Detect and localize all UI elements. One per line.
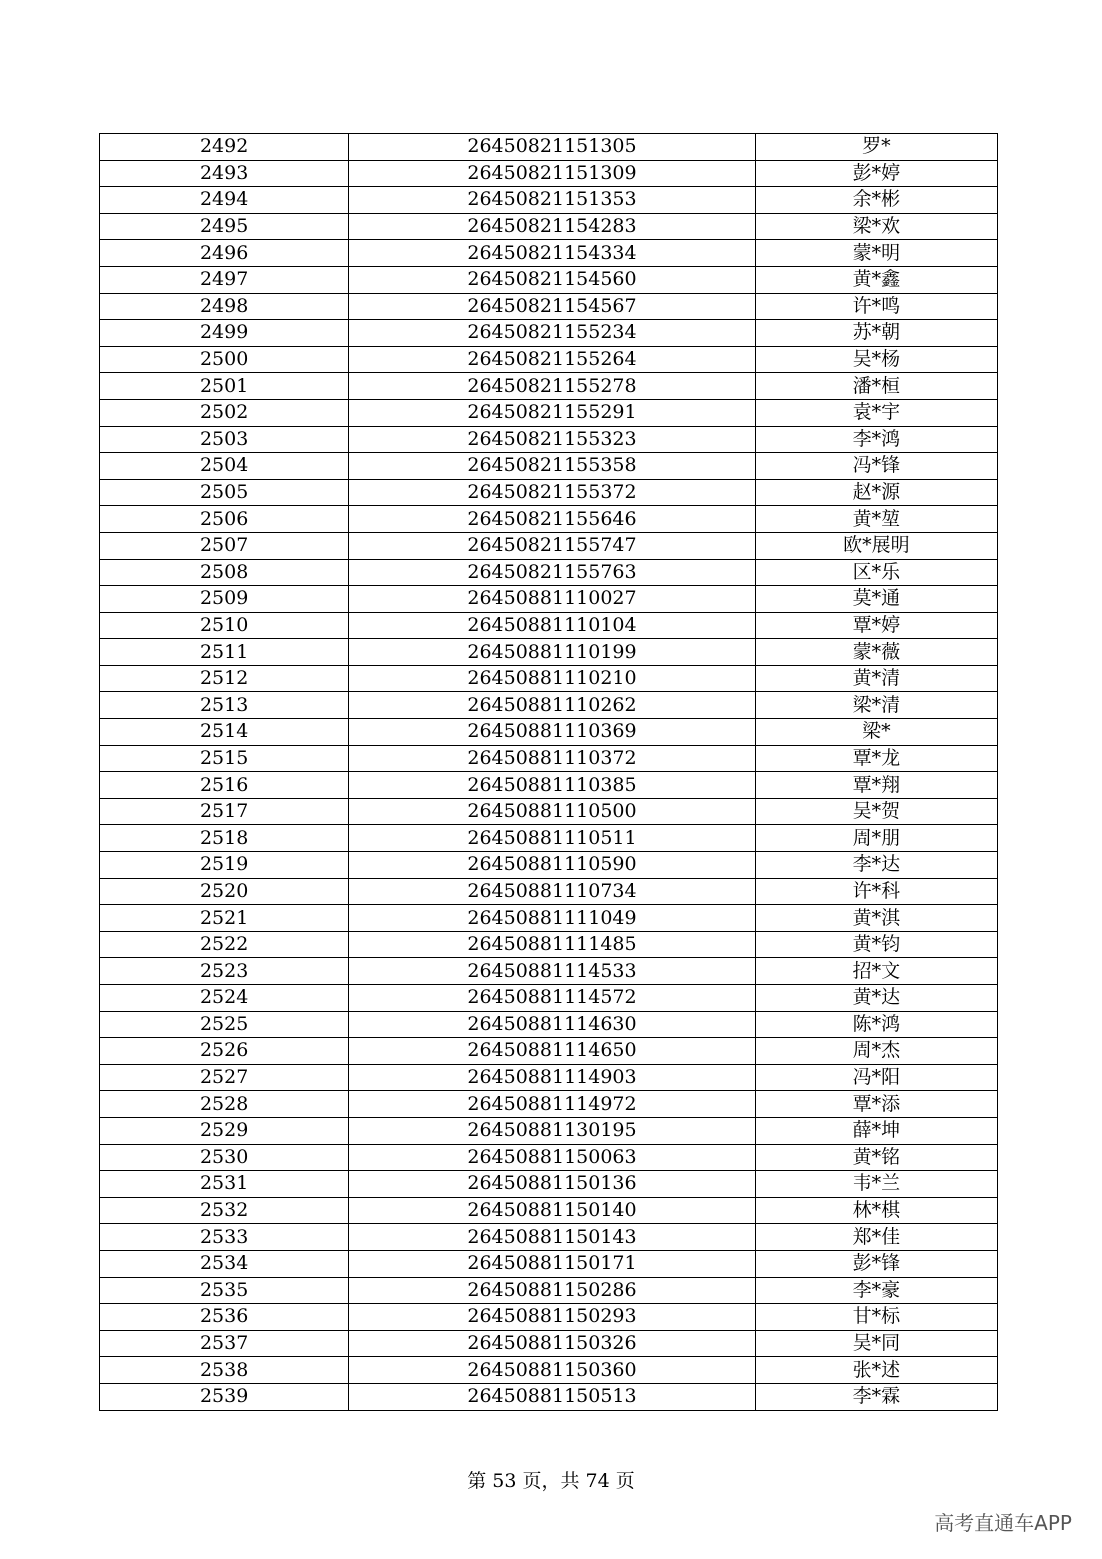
student-name-cell: 许*科: [755, 878, 997, 905]
exam-id-cell: 26450881150286: [349, 1277, 755, 1304]
exam-id-cell: 26450881111485: [349, 931, 755, 958]
exam-id-cell: 26450881114630: [349, 1011, 755, 1038]
student-name-cell: 林*棋: [755, 1197, 997, 1224]
student-name-cell: 覃*翔: [755, 772, 997, 799]
row-number-cell: 2536: [100, 1304, 349, 1331]
row-number-cell: 2493: [100, 160, 349, 187]
student-name-cell: 招*文: [755, 958, 997, 985]
row-number-cell: 2510: [100, 612, 349, 639]
exam-id-cell: 26450881110500: [349, 798, 755, 825]
student-name-cell: 彭*婷: [755, 160, 997, 187]
table-row: [100, 931, 998, 958]
table-row: [100, 1330, 998, 1357]
student-name-cell: 李*达: [755, 852, 997, 879]
roster-table: [99, 133, 998, 1411]
exam-id-cell: 26450881110027: [349, 586, 755, 613]
row-number-cell: 2517: [100, 798, 349, 825]
row-number-cell: 2522: [100, 931, 349, 958]
exam-id-cell: 26450881110734: [349, 878, 755, 905]
exam-id-cell: 26450821151353: [349, 187, 755, 214]
table-row: [100, 665, 998, 692]
exam-id-cell: 26450881111049: [349, 905, 755, 932]
row-number-cell: 2494: [100, 187, 349, 214]
row-number-cell: 2537: [100, 1330, 349, 1357]
row-number-cell: 2512: [100, 665, 349, 692]
row-number-cell: 2535: [100, 1277, 349, 1304]
row-number-cell: 2505: [100, 479, 349, 506]
table-row: [100, 213, 998, 240]
table-row: [100, 772, 998, 799]
student-name-cell: 许*鸣: [755, 293, 997, 320]
row-number-cell: 2503: [100, 426, 349, 453]
row-number-cell: 2498: [100, 293, 349, 320]
table-row: [100, 639, 998, 666]
table-row: [100, 1091, 998, 1118]
student-name-cell: 袁*宇: [755, 399, 997, 426]
row-number-cell: 2527: [100, 1064, 349, 1091]
exam-id-cell: 26450881150171: [349, 1250, 755, 1277]
exam-id-cell: 26450881150140: [349, 1197, 755, 1224]
row-number-cell: 2495: [100, 213, 349, 240]
student-name-cell: 冯*阳: [755, 1064, 997, 1091]
student-name-cell: 蒙*明: [755, 240, 997, 267]
table-row: [100, 373, 998, 400]
row-number-cell: 2502: [100, 399, 349, 426]
student-name-cell: 李*豪: [755, 1277, 997, 1304]
exam-id-cell: 26450881114972: [349, 1091, 755, 1118]
table-row: [100, 798, 998, 825]
exam-id-cell: 26450821154283: [349, 213, 755, 240]
table-row: [100, 825, 998, 852]
row-number-cell: 2504: [100, 453, 349, 480]
exam-id-cell: 26450821155278: [349, 373, 755, 400]
table-row: [100, 852, 998, 879]
table-row: [100, 479, 998, 506]
exam-id-cell: 26450821155291: [349, 399, 755, 426]
table-row: [100, 187, 998, 214]
row-number-cell: 2523: [100, 958, 349, 985]
student-name-cell: 余*彬: [755, 187, 997, 214]
table-row: [100, 320, 998, 347]
exam-id-cell: 26450821155763: [349, 559, 755, 586]
row-number-cell: 2499: [100, 320, 349, 347]
row-number-cell: 2515: [100, 745, 349, 772]
row-number-cell: 2532: [100, 1197, 349, 1224]
student-name-cell: 冯*锋: [755, 453, 997, 480]
student-name-cell: 黄*铭: [755, 1144, 997, 1171]
exam-id-cell: 26450881110372: [349, 745, 755, 772]
row-number-cell: 2496: [100, 240, 349, 267]
exam-id-cell: 26450821154560: [349, 266, 755, 293]
student-name-cell: 彭*锋: [755, 1250, 997, 1277]
row-number-cell: 2525: [100, 1011, 349, 1038]
exam-id-cell: 26450881150143: [349, 1224, 755, 1251]
row-number-cell: 2521: [100, 905, 349, 932]
exam-id-cell: 26450821155747: [349, 532, 755, 559]
student-name-cell: 梁*清: [755, 692, 997, 719]
row-number-cell: 2524: [100, 985, 349, 1012]
student-name-cell: 薛*坤: [755, 1117, 997, 1144]
exam-id-cell: 26450881110511: [349, 825, 755, 852]
table-row: [100, 985, 998, 1012]
table-row: [100, 1383, 998, 1410]
exam-id-cell: 26450881150136: [349, 1171, 755, 1198]
exam-id-cell: 26450881150326: [349, 1330, 755, 1357]
student-name-cell: 周*朋: [755, 825, 997, 852]
table-row: [100, 958, 998, 985]
student-name-cell: 黄*钧: [755, 931, 997, 958]
table-row: [100, 878, 998, 905]
exam-id-cell: 26450821155323: [349, 426, 755, 453]
row-number-cell: 2539: [100, 1383, 349, 1410]
exam-id-cell: 26450881150513: [349, 1383, 755, 1410]
student-name-cell: 郑*佳: [755, 1224, 997, 1251]
table-row: [100, 134, 998, 161]
student-name-cell: 覃*婷: [755, 612, 997, 639]
table-row: [100, 453, 998, 480]
table-row: [100, 399, 998, 426]
student-name-cell: 吴*同: [755, 1330, 997, 1357]
row-number-cell: 2533: [100, 1224, 349, 1251]
table-row: [100, 506, 998, 533]
table-row: [100, 1277, 998, 1304]
student-name-cell: 梁*: [755, 719, 997, 746]
table-row: [100, 1250, 998, 1277]
exam-id-cell: 26450881110262: [349, 692, 755, 719]
row-number-cell: 2528: [100, 1091, 349, 1118]
row-number-cell: 2531: [100, 1171, 349, 1198]
row-number-cell: 2534: [100, 1250, 349, 1277]
row-number-cell: 2508: [100, 559, 349, 586]
row-number-cell: 2509: [100, 586, 349, 613]
row-number-cell: 2497: [100, 266, 349, 293]
exam-id-cell: 26450881110199: [349, 639, 755, 666]
row-number-cell: 2506: [100, 506, 349, 533]
table-row: [100, 160, 998, 187]
student-name-cell: 欧*展明: [755, 532, 997, 559]
row-number-cell: 2538: [100, 1357, 349, 1384]
row-number-cell: 2530: [100, 1144, 349, 1171]
table-row: [100, 1197, 998, 1224]
row-number-cell: 2516: [100, 772, 349, 799]
table-row: [100, 1304, 998, 1331]
table-row: [100, 1011, 998, 1038]
table-row: [100, 266, 998, 293]
student-name-cell: 赵*源: [755, 479, 997, 506]
exam-id-cell: 26450881114903: [349, 1064, 755, 1091]
student-name-cell: 罗*: [755, 134, 997, 161]
table-row: [100, 1038, 998, 1065]
row-number-cell: 2526: [100, 1038, 349, 1065]
exam-id-cell: 26450881114572: [349, 985, 755, 1012]
exam-id-cell: 26450881110210: [349, 665, 755, 692]
student-name-cell: 吴*杨: [755, 346, 997, 373]
exam-id-cell: 26450821155646: [349, 506, 755, 533]
exam-id-cell: 26450821155234: [349, 320, 755, 347]
exam-id-cell: 26450881150360: [349, 1357, 755, 1384]
table-row: [100, 559, 998, 586]
table-row: [100, 586, 998, 613]
table-row: [100, 745, 998, 772]
table-row: [100, 719, 998, 746]
student-name-cell: 李*鸿: [755, 426, 997, 453]
table-row: [100, 426, 998, 453]
table-row: [100, 1144, 998, 1171]
app-watermark: 高考直通车APP: [934, 1511, 1072, 1535]
exam-id-cell: 26450881110385: [349, 772, 755, 799]
row-number-cell: 2492: [100, 134, 349, 161]
student-name-cell: 黄*达: [755, 985, 997, 1012]
table-row: [100, 905, 998, 932]
student-name-cell: 李*霖: [755, 1383, 997, 1410]
exam-id-cell: 26450881114533: [349, 958, 755, 985]
student-name-cell: 梁*欢: [755, 213, 997, 240]
row-number-cell: 2501: [100, 373, 349, 400]
student-name-cell: 陈*鸿: [755, 1011, 997, 1038]
page-number: 第 53 页，共 74 页: [467, 1470, 635, 1492]
row-number-cell: 2520: [100, 878, 349, 905]
student-name-cell: 覃*龙: [755, 745, 997, 772]
table-row: [100, 1357, 998, 1384]
student-name-cell: 吴*贺: [755, 798, 997, 825]
table-row: [100, 1171, 998, 1198]
row-number-cell: 2518: [100, 825, 349, 852]
table-row: [100, 1224, 998, 1251]
exam-id-cell: 26450881110369: [349, 719, 755, 746]
student-name-cell: 覃*添: [755, 1091, 997, 1118]
table-row: [100, 692, 998, 719]
student-name-cell: 黄*淇: [755, 905, 997, 932]
exam-id-cell: 26450821151305: [349, 134, 755, 161]
exam-id-cell: 26450881110590: [349, 852, 755, 879]
student-name-cell: 张*述: [755, 1357, 997, 1384]
student-name-cell: 周*杰: [755, 1038, 997, 1065]
table-row: [100, 346, 998, 373]
row-number-cell: 2511: [100, 639, 349, 666]
table-row: [100, 532, 998, 559]
roster-table-body: [100, 134, 998, 1411]
row-number-cell: 2507: [100, 532, 349, 559]
student-name-cell: 黄*清: [755, 665, 997, 692]
table-row: [100, 1064, 998, 1091]
row-number-cell: 2529: [100, 1117, 349, 1144]
exam-id-cell: 26450881130195: [349, 1117, 755, 1144]
student-name-cell: 黄*堃: [755, 506, 997, 533]
student-name-cell: 甘*标: [755, 1304, 997, 1331]
table-row: [100, 612, 998, 639]
exam-id-cell: 26450821154567: [349, 293, 755, 320]
exam-id-cell: 26450881114650: [349, 1038, 755, 1065]
student-name-cell: 莫*通: [755, 586, 997, 613]
table-row: [100, 240, 998, 267]
student-name-cell: 黄*鑫: [755, 266, 997, 293]
student-name-cell: 潘*桓: [755, 373, 997, 400]
student-name-cell: 韦*兰: [755, 1171, 997, 1198]
student-name-cell: 苏*朝: [755, 320, 997, 347]
exam-id-cell: 26450881150293: [349, 1304, 755, 1331]
exam-id-cell: 26450821155358: [349, 453, 755, 480]
row-number-cell: 2513: [100, 692, 349, 719]
exam-id-cell: 26450821151309: [349, 160, 755, 187]
exam-id-cell: 26450821155372: [349, 479, 755, 506]
exam-id-cell: 26450881150063: [349, 1144, 755, 1171]
exam-id-cell: 26450881110104: [349, 612, 755, 639]
table-row: [100, 293, 998, 320]
student-name-cell: 蒙*薇: [755, 639, 997, 666]
row-number-cell: 2500: [100, 346, 349, 373]
student-name-cell: 区*乐: [755, 559, 997, 586]
exam-id-cell: 26450821154334: [349, 240, 755, 267]
exam-id-cell: 26450821155264: [349, 346, 755, 373]
row-number-cell: 2519: [100, 852, 349, 879]
table-row: [100, 1117, 998, 1144]
row-number-cell: 2514: [100, 719, 349, 746]
